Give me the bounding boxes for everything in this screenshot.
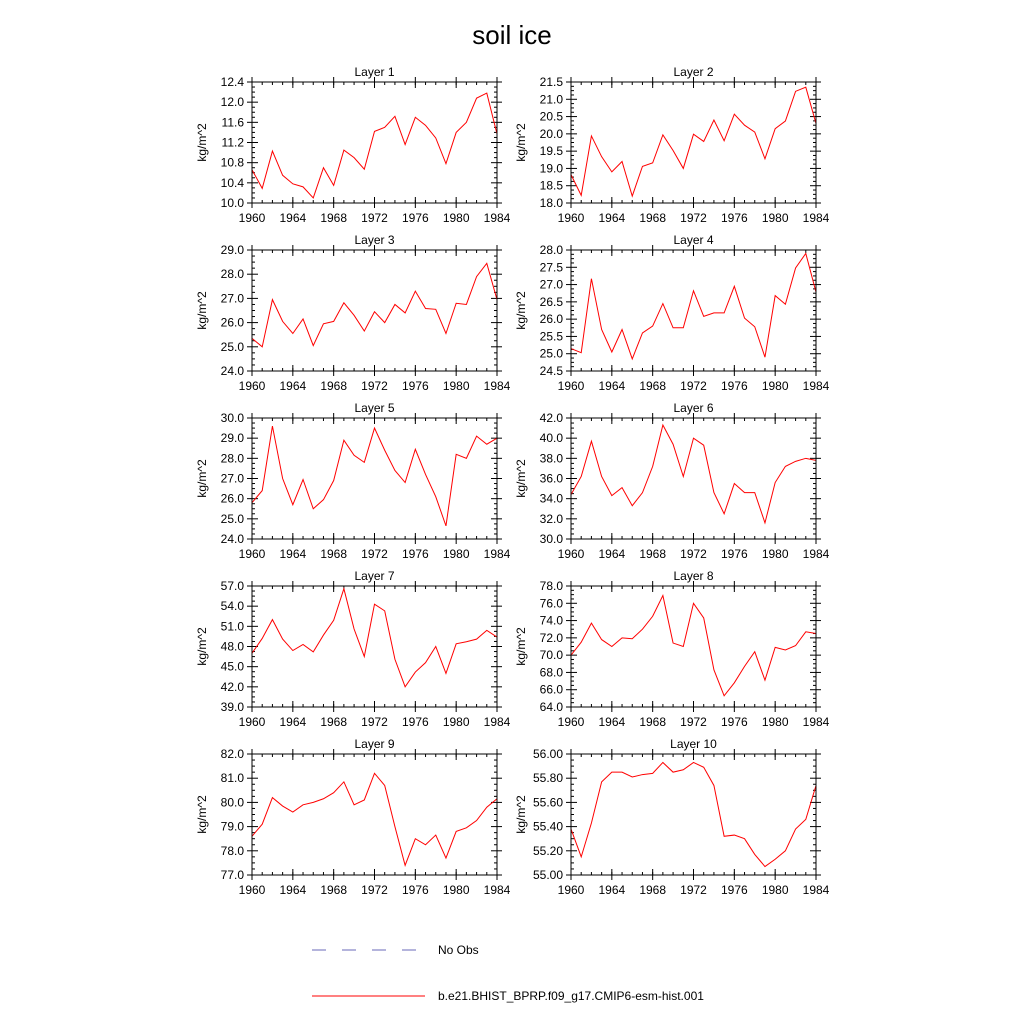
panel-title: Layer 9	[354, 737, 395, 751]
y-tick-label: 81.0	[220, 771, 244, 786]
x-tick-label: 1964	[598, 715, 626, 729]
x-tick-label: 1972	[361, 211, 388, 225]
y-tick-label: 19.0	[539, 161, 563, 176]
x-tick-label: 1960	[238, 211, 266, 225]
x-tick-label: 1976	[720, 547, 748, 561]
x-tick-label: 1980	[442, 715, 470, 729]
y-tick-label: 11.6	[221, 115, 244, 130]
x-tick-label: 1976	[720, 715, 748, 729]
x-tick-label: 1972	[361, 547, 388, 561]
y-axis-label: kg/m^2	[514, 291, 528, 330]
y-tick-label: 42.0	[539, 411, 563, 425]
x-tick-label: 1964	[598, 379, 626, 393]
y-tick-label: 20.5	[539, 109, 563, 124]
legend-label-no-obs: No Obs	[438, 943, 479, 957]
y-tick-label: 24.5	[539, 364, 563, 378]
y-tick-label: 25.0	[220, 511, 244, 526]
y-tick-label: 29.0	[220, 431, 244, 446]
y-tick-label: 34.0	[539, 491, 563, 506]
x-tick-label: 1960	[557, 211, 585, 225]
x-tick-label: 1960	[238, 715, 266, 729]
x-tick-label: 1980	[442, 883, 470, 897]
legend-label-model-run: b.e21.BHIST_BPRP.f09_g17.CMIP6-esm-hist.001	[438, 989, 704, 1003]
x-tick-label: 1972	[680, 547, 707, 561]
y-axis-label: kg/m^2	[195, 291, 209, 330]
x-tick-label: 1976	[401, 715, 429, 729]
y-tick-label: 28.0	[539, 243, 563, 257]
y-tick-label: 79.0	[220, 819, 244, 834]
legend	[312, 943, 704, 1003]
x-tick-label: 1976	[401, 883, 429, 897]
panel-layer-10	[514, 737, 830, 897]
x-tick-label: 1964	[598, 547, 626, 561]
x-tick-label: 1976	[720, 211, 748, 225]
plot-frame	[252, 82, 497, 203]
y-tick-label: 45.0	[220, 659, 244, 674]
x-tick-label: 1980	[761, 211, 789, 225]
x-tick-label: 1972	[680, 715, 707, 729]
x-tick-label: 1984	[802, 715, 830, 729]
x-tick-label: 1968	[320, 379, 348, 393]
x-tick-label: 1964	[279, 211, 307, 225]
y-tick-label: 55.80	[532, 771, 563, 786]
series-line-layer-1	[252, 93, 497, 198]
panel-layer-4	[514, 233, 830, 393]
panel-layer-9	[195, 737, 511, 897]
x-tick-label: 1968	[320, 547, 348, 561]
y-tick-label: 21.0	[539, 92, 563, 107]
plot-frame	[252, 418, 497, 539]
series-line-layer-7	[252, 589, 497, 687]
y-tick-label: 32.0	[539, 511, 563, 526]
x-tick-label: 1968	[320, 715, 348, 729]
y-tick-label: 38.0	[539, 451, 563, 466]
y-axis-label: kg/m^2	[514, 627, 528, 666]
y-tick-label: 48.0	[220, 639, 244, 654]
panel-layer-5	[195, 401, 511, 561]
y-tick-label: 70.0	[539, 648, 563, 663]
x-tick-label: 1964	[279, 715, 307, 729]
plot-frame	[252, 754, 497, 875]
y-tick-label: 51.0	[220, 619, 244, 634]
x-tick-label: 1984	[483, 379, 511, 393]
y-tick-label: 78.0	[220, 843, 244, 858]
y-tick-label: 82.0	[220, 747, 244, 761]
plot-frame	[571, 754, 816, 875]
y-tick-label: 76.0	[539, 596, 563, 611]
x-tick-label: 1960	[557, 379, 585, 393]
x-tick-label: 1980	[442, 211, 470, 225]
x-tick-label: 1968	[639, 547, 667, 561]
x-tick-label: 1980	[761, 883, 789, 897]
x-tick-label: 1968	[639, 379, 667, 393]
panel-layer-2	[514, 65, 830, 225]
panel-title: Layer 3	[354, 233, 395, 247]
y-tick-label: 28.0	[220, 451, 244, 466]
y-tick-label: 56.00	[532, 747, 563, 761]
y-tick-label: 10.4	[220, 175, 244, 190]
y-tick-label: 26.0	[539, 312, 563, 327]
x-tick-label: 1976	[401, 379, 429, 393]
y-tick-label: 26.0	[220, 315, 244, 330]
x-tick-label: 1968	[320, 211, 348, 225]
panel-title: Layer 4	[673, 233, 714, 247]
y-tick-label: 10.0	[220, 196, 244, 210]
x-tick-label: 1976	[720, 883, 748, 897]
x-tick-label: 1964	[279, 883, 307, 897]
panel-title: Layer 6	[673, 401, 714, 415]
y-tick-label: 19.5	[539, 144, 563, 159]
y-axis-label: kg/m^2	[514, 795, 528, 834]
y-tick-label: 74.0	[539, 613, 563, 628]
y-tick-label: 55.60	[532, 795, 563, 810]
y-tick-label: 42.0	[220, 679, 244, 694]
panel-title: Layer 5	[354, 401, 395, 415]
y-tick-label: 27.5	[539, 260, 563, 275]
y-tick-label: 25.5	[539, 329, 563, 344]
y-tick-label: 55.00	[532, 868, 563, 882]
x-tick-label: 1980	[442, 379, 470, 393]
y-tick-label: 12.0	[220, 95, 244, 110]
x-tick-label: 1984	[802, 211, 830, 225]
y-tick-label: 25.0	[220, 339, 244, 354]
panel-title: Layer 2	[673, 65, 714, 79]
x-tick-label: 1972	[361, 715, 388, 729]
x-tick-label: 1960	[238, 547, 266, 561]
y-tick-label: 24.0	[220, 532, 244, 546]
panel-title: Layer 10	[670, 737, 717, 751]
y-tick-label: 80.0	[220, 795, 244, 810]
x-tick-label: 1980	[761, 715, 789, 729]
y-tick-label: 24.0	[220, 364, 244, 378]
x-tick-label: 1976	[401, 547, 429, 561]
x-tick-label: 1964	[279, 547, 307, 561]
y-tick-label: 11.2	[221, 135, 244, 150]
series-line-layer-2	[571, 87, 816, 196]
x-tick-label: 1968	[639, 715, 667, 729]
plot-frame	[252, 250, 497, 371]
x-tick-label: 1980	[761, 547, 789, 561]
x-tick-label: 1960	[238, 379, 266, 393]
y-tick-label: 12.4	[220, 75, 244, 89]
x-tick-label: 1984	[802, 883, 830, 897]
x-tick-label: 1980	[761, 379, 789, 393]
x-tick-label: 1972	[680, 379, 707, 393]
x-tick-label: 1960	[557, 883, 585, 897]
x-tick-label: 1984	[802, 547, 830, 561]
x-tick-label: 1960	[238, 883, 266, 897]
y-tick-label: 28.0	[220, 267, 244, 282]
x-tick-label: 1960	[557, 547, 585, 561]
y-axis-label: kg/m^2	[195, 627, 209, 666]
x-tick-label: 1964	[279, 379, 307, 393]
y-tick-label: 55.20	[532, 843, 563, 858]
y-tick-label: 27.0	[539, 277, 563, 292]
y-tick-label: 40.0	[539, 431, 563, 446]
x-tick-label: 1980	[442, 547, 470, 561]
y-tick-label: 10.8	[220, 155, 244, 170]
series-line-layer-4	[571, 253, 816, 358]
y-tick-label: 55.40	[532, 819, 563, 834]
plot-frame	[571, 418, 816, 539]
y-tick-label: 78.0	[539, 579, 563, 593]
x-tick-label: 1968	[320, 883, 348, 897]
x-tick-label: 1976	[720, 379, 748, 393]
y-tick-label: 18.5	[539, 178, 563, 193]
y-axis-label: kg/m^2	[195, 123, 209, 162]
series-line-layer-10	[571, 762, 816, 866]
x-tick-label: 1972	[680, 211, 707, 225]
y-tick-label: 36.0	[539, 471, 563, 486]
x-tick-label: 1976	[401, 211, 429, 225]
y-tick-label: 64.0	[539, 700, 563, 714]
y-tick-label: 57.0	[220, 579, 244, 593]
y-axis-label: kg/m^2	[195, 795, 209, 834]
panel-layer-1	[195, 65, 511, 225]
y-tick-label: 18.0	[539, 196, 563, 210]
y-tick-label: 66.0	[539, 682, 563, 697]
panel-layer-3	[195, 233, 511, 393]
series-line-layer-3	[252, 263, 497, 346]
panel-title: Layer 7	[354, 569, 395, 583]
x-tick-label: 1972	[680, 883, 707, 897]
figure-title: soil ice	[472, 20, 552, 50]
y-axis-label: kg/m^2	[195, 459, 209, 498]
panel-layer-7	[195, 569, 511, 729]
series-line-layer-8	[571, 596, 816, 696]
panels-group	[195, 65, 830, 897]
panel-title: Layer 1	[354, 65, 395, 79]
x-tick-label: 1984	[483, 211, 511, 225]
y-tick-label: 26.5	[539, 294, 563, 309]
x-tick-label: 1968	[639, 211, 667, 225]
y-tick-label: 26.0	[220, 491, 244, 506]
y-tick-label: 39.0	[220, 700, 244, 714]
y-tick-label: 72.0	[539, 630, 563, 645]
y-tick-label: 21.5	[539, 75, 563, 89]
y-tick-label: 68.0	[539, 665, 563, 680]
y-tick-label: 29.0	[220, 243, 244, 257]
panel-layer-6	[514, 401, 830, 561]
x-tick-label: 1984	[483, 715, 511, 729]
y-tick-label: 27.0	[220, 291, 244, 306]
series-line-layer-9	[252, 773, 497, 865]
panel-title: Layer 8	[673, 569, 714, 583]
y-tick-label: 20.0	[539, 126, 563, 141]
x-tick-label: 1960	[557, 715, 585, 729]
series-line-layer-6	[571, 425, 816, 523]
x-tick-label: 1972	[361, 883, 388, 897]
x-tick-label: 1984	[483, 883, 511, 897]
x-tick-label: 1972	[361, 379, 388, 393]
y-tick-label: 27.0	[220, 471, 244, 486]
y-tick-label: 25.0	[539, 346, 563, 361]
x-tick-label: 1968	[639, 883, 667, 897]
x-tick-label: 1984	[802, 379, 830, 393]
y-tick-label: 77.0	[220, 868, 244, 882]
x-tick-label: 1964	[598, 883, 626, 897]
y-tick-label: 30.0	[539, 532, 563, 546]
y-tick-label: 54.0	[220, 599, 244, 614]
panel-layer-8	[514, 569, 830, 729]
x-tick-label: 1964	[598, 211, 626, 225]
plot-frame	[571, 250, 816, 371]
plot-frame	[571, 82, 816, 203]
x-tick-label: 1984	[483, 547, 511, 561]
y-tick-label: 30.0	[220, 411, 244, 425]
series-line-layer-5	[252, 426, 497, 526]
y-axis-label: kg/m^2	[514, 123, 528, 162]
y-axis-label: kg/m^2	[514, 459, 528, 498]
